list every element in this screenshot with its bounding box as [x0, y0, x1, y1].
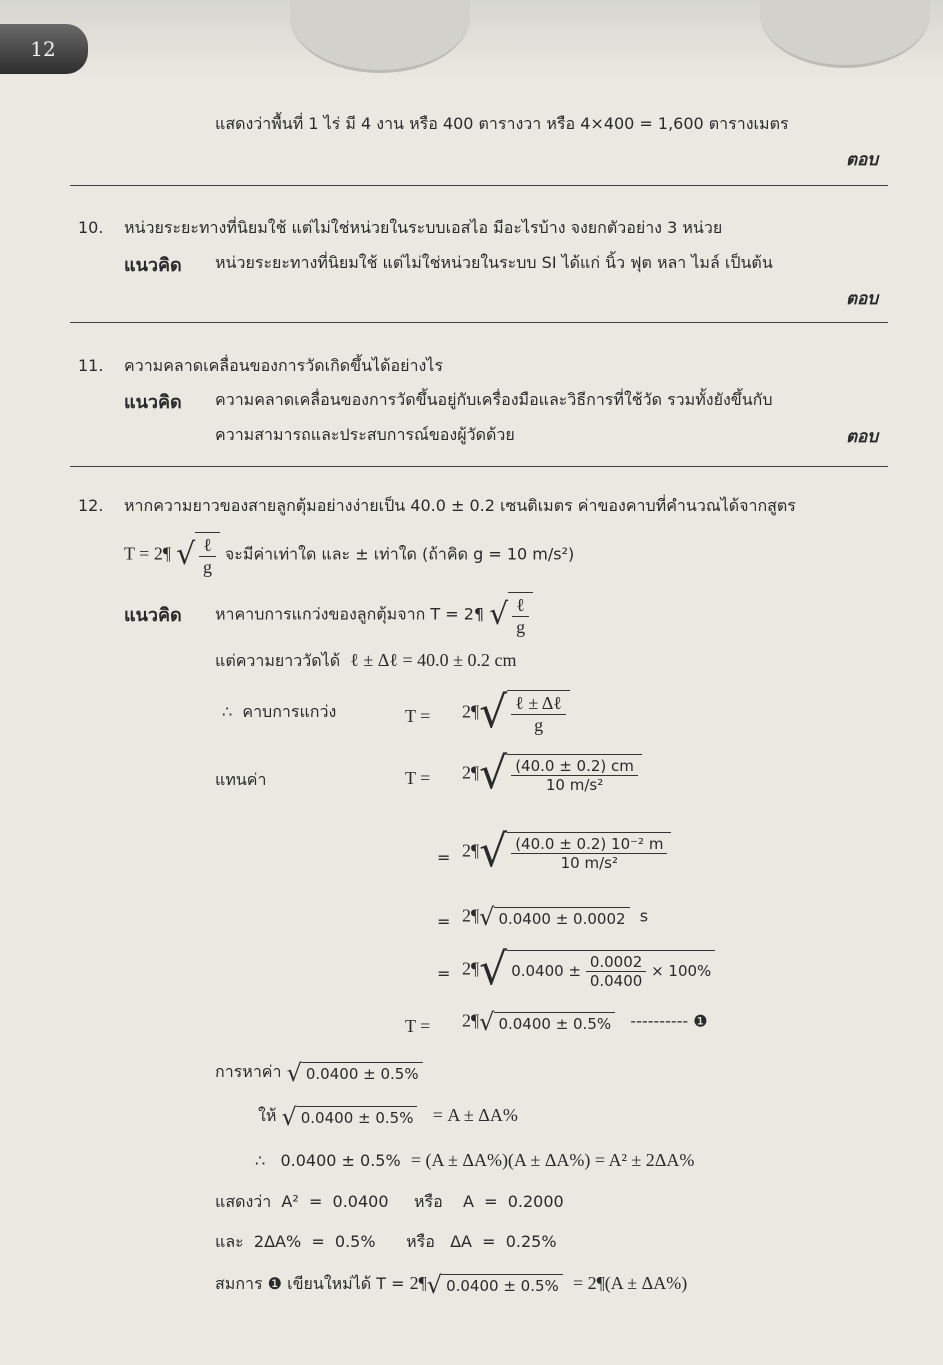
- step-6-math: [462, 905, 648, 929]
- step-12: แสดงว่า A² = 0.0400 หรือ A = 0.2000: [215, 1192, 564, 1211]
- numerator: ℓ: [512, 595, 529, 617]
- q10-number: 10.: [78, 218, 104, 237]
- step-5-math: [462, 826, 671, 877]
- radicand-part: 0.0400 ±: [511, 962, 582, 980]
- numerator: ℓ: [199, 535, 216, 557]
- therefore: ∴: [222, 702, 233, 721]
- formula-tail: จะมีค่าเท่าใด และ ± เท่าใด (ถ้าคิด g = 10 m/s²): [224, 544, 575, 564]
- decorative-header: [0, 0, 943, 80]
- answer-label: ตอบ: [846, 427, 879, 447]
- denominator: g: [516, 617, 526, 637]
- step-math: ℓ ± Δℓ = 40.0 ± 0.2 cm: [350, 650, 517, 670]
- two-pi: 2¶: [462, 840, 480, 861]
- step-11: [255, 1150, 694, 1171]
- step-1: [215, 592, 533, 638]
- denominator: g: [534, 715, 544, 735]
- step-2: [215, 649, 516, 674]
- sqrt: √ 0.0400 ± 0.5%: [479, 1010, 615, 1034]
- step-math: = (A ± ΔA%)(A ± ΔA%) = A² ± 2ΔA%: [410, 1150, 695, 1170]
- q10-approach: หน่วยระยะทางที่นิยมใช้ แต่ไม่ใช่หน่วยในระบบ SI ได้แก่ นิ้ว ฟุต หลา ไมล์ เป็นต้น: [215, 253, 773, 272]
- two-pi: 2¶: [409, 1273, 427, 1293]
- radicand: 0.0400 ± 0.5%: [297, 1106, 418, 1127]
- sqrt: √ $\frac{(40.0 \pm 0.2) cm}{\text{10 m/s²}}$: [479, 752, 642, 796]
- denominator: 10 m/s²: [545, 776, 604, 794]
- q12-formula: [124, 532, 574, 578]
- ornament: [760, 0, 930, 68]
- radicand: 0.0400 ± 0.5%: [302, 1062, 423, 1083]
- approach-label: แนวคิด: [124, 392, 182, 413]
- numerator: (40.0 ± 0.2) 10⁻² m: [511, 835, 667, 854]
- q11-question: ความคลาดเคลื่อนของการวัดเกิดขึ้นได้อย่างไร: [124, 356, 443, 375]
- t-equals: T =: [405, 706, 431, 726]
- approach-label: แนวคิด: [124, 255, 182, 276]
- step-3: [222, 700, 336, 725]
- step-text: แต่ความยาววัดได้: [215, 651, 341, 670]
- sqrt: √ ℓ ± Δℓ g: [479, 690, 570, 736]
- step-10: [258, 1104, 518, 1129]
- divider: [70, 466, 888, 467]
- formula: T = 2¶: [124, 543, 171, 564]
- answer-label: ตอบ: [846, 150, 879, 170]
- step-14: [215, 1272, 687, 1297]
- step-text: การหาค่า: [215, 1062, 282, 1081]
- sqrt: √ 0.0400 ± $\frac{0.0002}{0.0400}$ × 100%: [479, 948, 715, 992]
- sqrt: √ 0.0400 ± 0.5%: [281, 1105, 417, 1129]
- numerator: 0.0002: [586, 953, 647, 972]
- ornament: [290, 0, 470, 73]
- sqrt: √ ℓ g: [489, 592, 533, 638]
- equals: =: [437, 912, 451, 931]
- two-pi: 2¶: [462, 762, 480, 783]
- step-7-math: [462, 944, 715, 995]
- step-math: = A ± ΔA%: [432, 1105, 518, 1125]
- step-text: ให้: [258, 1106, 277, 1125]
- equals: =: [437, 848, 451, 867]
- t-equals: T =: [405, 1016, 431, 1036]
- step-math: 0.0400 ± 0.5%: [280, 1151, 401, 1170]
- denominator: g: [203, 557, 213, 577]
- step-text: แทนค่า: [215, 770, 267, 789]
- sqrt: √ ℓ g: [176, 532, 220, 578]
- page-number: 12: [0, 24, 88, 74]
- divider: [70, 185, 888, 186]
- numerator: (40.0 ± 0.2) cm: [511, 757, 638, 776]
- q12-number: 12.: [78, 496, 104, 515]
- two-pi: 2¶: [462, 905, 480, 926]
- step-4-math: [462, 748, 642, 799]
- sqrt: √ 0.0400 ± 0.0002: [479, 905, 629, 929]
- t-equals: T =: [405, 768, 431, 788]
- step-text: หาคาบการแกว่งของลูกตุ้มจาก T = 2¶: [215, 604, 485, 624]
- step-9: [215, 1060, 423, 1085]
- q10-question: หน่วยระยะทางที่นิยมใช้ แต่ไม่ใช่หน่วยในระบบเอสไอ มีอะไรบ้าง จงยกตัวอย่าง 3 หน่วย: [124, 218, 723, 237]
- q11-approach-2: ความสามารถและประสบการณ์ของผู้วัดด้วย: [215, 425, 515, 444]
- radicand: 0.0400 ± 0.5%: [494, 1012, 615, 1033]
- step-text: คาบการแกว่ง: [242, 702, 337, 721]
- answer-label: ตอบ: [846, 289, 879, 309]
- sqrt: √ 0.0400 ± 0.5%: [427, 1273, 563, 1297]
- divider: [70, 322, 888, 323]
- two-pi: 2¶: [462, 958, 480, 979]
- therefore: ∴: [255, 1151, 266, 1170]
- step-3-math: [462, 687, 570, 738]
- equation-marker: ---------- ❶: [630, 1011, 708, 1031]
- unit: s: [639, 906, 649, 926]
- numerator: ℓ ± Δℓ: [511, 693, 566, 715]
- step-13: และ 2ΔA% = 0.5% หรือ ΔA = 0.25%: [215, 1232, 557, 1251]
- q11-approach-1: ความคลาดเคลื่อนของการวัดขึ้นอยู่กับเครื่องมือและวิธีการที่ใช้วัด รวมทั้งยังขึ้นกับ: [215, 390, 773, 409]
- sqrt: √ 0.0400 ± 0.5%: [287, 1061, 423, 1085]
- sqrt: √ $\frac{\text{(40.0 ± 0.2) 10⁻² m}}{\text{10 m/s²}}$: [479, 830, 671, 874]
- denominator: 10 m/s²: [560, 854, 618, 872]
- intro-line: แสดงว่าพื้นที่ 1 ไร่ มี 4 งาน หรือ 400 ตารางวา หรือ 4×400 = 1,600 ตารางเมตร: [215, 114, 789, 133]
- q12-question: หากความยาวของสายลูกตุ้มอย่างง่ายเป็น 40.0 ± 0.2 เซนติเมตร ค่าของคาบที่คำนวณได้จากสูตร: [124, 496, 796, 515]
- two-pi: 2¶: [462, 1010, 480, 1031]
- step-math: = 2¶(A ± ΔA%): [572, 1273, 688, 1293]
- equals: =: [437, 964, 451, 983]
- denominator: 0.0400: [589, 972, 643, 990]
- q11-number: 11.: [78, 356, 104, 375]
- radicand: 0.0400 ± 0.5%: [442, 1274, 563, 1295]
- step-8-math: [462, 1010, 708, 1034]
- radicand-part: × 100%: [651, 962, 712, 980]
- two-pi: 2¶: [462, 701, 480, 722]
- step-text: สมการ ❶ เขียนใหม่ได้ T =: [215, 1274, 405, 1293]
- radicand: 0.0400 ± 0.0002: [494, 907, 629, 928]
- approach-label: แนวคิด: [124, 605, 182, 626]
